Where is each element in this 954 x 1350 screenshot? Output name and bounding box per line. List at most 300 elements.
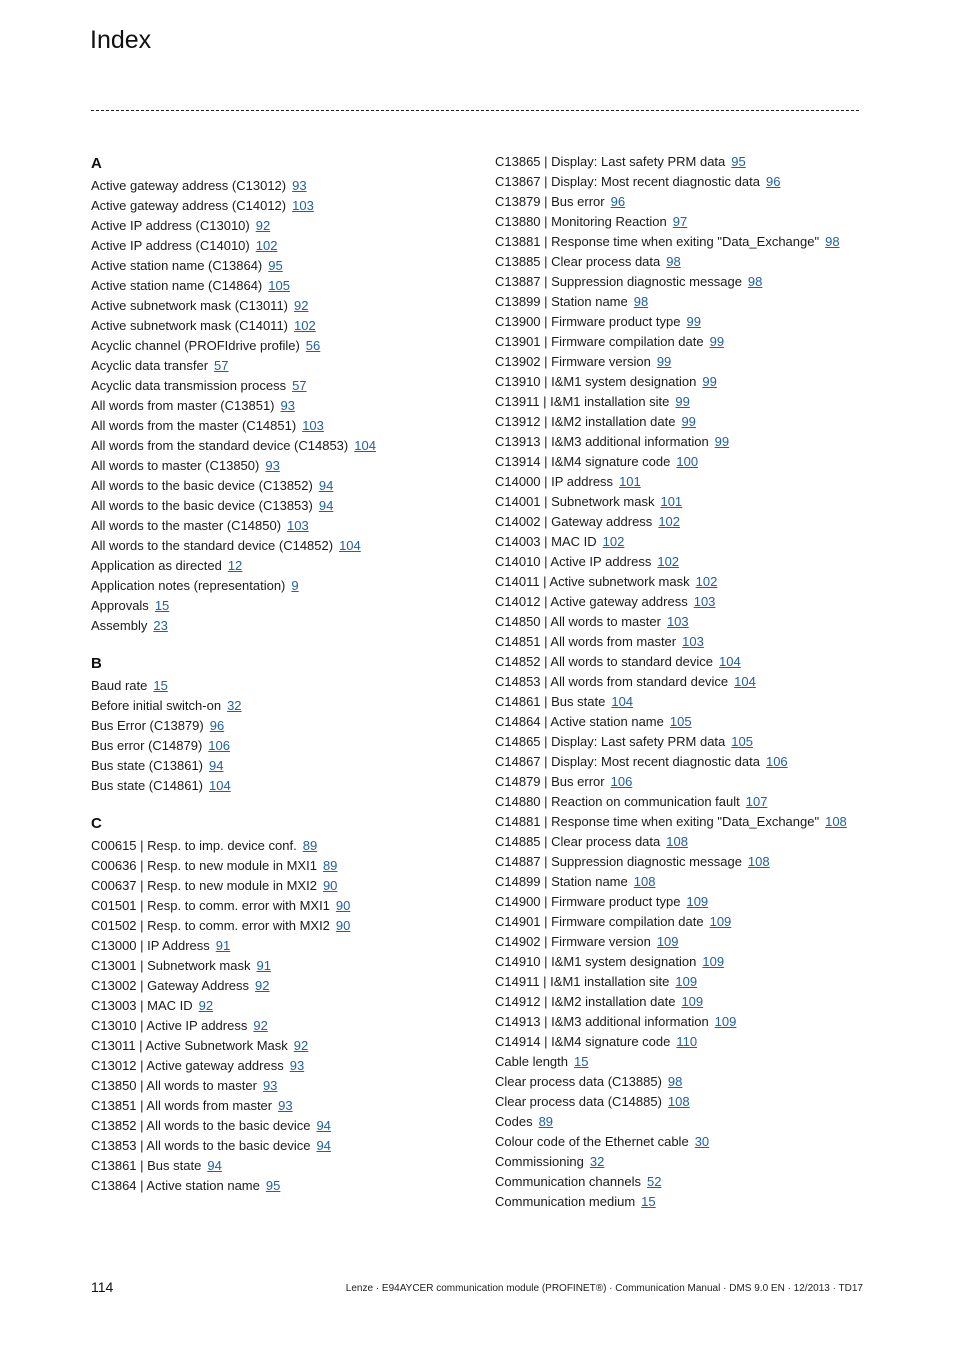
index-page-link[interactable]: 109 [686, 894, 709, 909]
index-entry-text: Active gateway address (C14012) [91, 198, 287, 213]
index-entry [495, 232, 875, 252]
index-page-link[interactable]: 99 [675, 394, 690, 409]
index-page-link[interactable]: 23 [153, 618, 168, 633]
index-entry [91, 536, 481, 556]
index-entry [91, 756, 481, 776]
index-entry-text: Active subnetwork mask (C13011) [91, 298, 289, 313]
index-entry-text: C00637 | Resp. to new module in MXI2 [91, 878, 317, 893]
index-entry [495, 812, 875, 832]
index-entry-text: C14885 | Clear process data [495, 834, 661, 849]
index-page-link[interactable]: 15 [574, 1054, 589, 1069]
index-page-link[interactable]: 89 [302, 838, 318, 853]
footer-text: Lenze · E94AYCER communication module (PROFINET®) · Communication Manual · DMS 9.0 EN · 12/2013 · TD17 [345, 1283, 863, 1294]
index-entry [495, 652, 875, 672]
index-entry [495, 732, 875, 752]
index-page-link[interactable]: 106 [208, 738, 230, 753]
index-letter-heading: B [91, 655, 102, 672]
index-entry-text: C14880 | Reaction on communication fault [495, 794, 740, 809]
index-entry [495, 852, 875, 872]
index-entry-text: C13000 | IP Address [91, 938, 210, 953]
index-entry [495, 712, 875, 732]
index-entry [495, 1152, 875, 1172]
index-entry [91, 196, 481, 216]
index-page-link[interactable]: 109 [714, 1014, 737, 1029]
index-entry-text: All words to the master (C14850) [91, 518, 282, 533]
index-page-link[interactable]: 102 [657, 554, 680, 569]
index-entry [91, 336, 481, 356]
index-entry-text: C14853 | All words from standard device [495, 674, 729, 689]
index-page-link[interactable]: 108 [667, 1094, 690, 1109]
index-entry-text: C13902 | Firmware version [495, 354, 651, 369]
index-page-link[interactable]: 109 [675, 974, 698, 989]
index-letter-heading: C [91, 815, 102, 832]
page-title: Index [90, 26, 152, 54]
index-entry-text: All words from the master (C14851) [91, 418, 297, 433]
index-entry-text: Bus state (C13861) [91, 758, 204, 773]
index-entry [91, 876, 481, 896]
index-entry-text: Clear process data (C13885) [495, 1074, 662, 1089]
index-page-link[interactable]: 94 [318, 478, 334, 493]
index-entry-text: C13012 | Active gateway address [91, 1058, 284, 1073]
index-entry-text: Bus state (C14861) [91, 778, 204, 793]
index-entry [91, 1156, 481, 1176]
index-entry-text: Application notes (representation) [91, 578, 286, 593]
index-page-link[interactable]: 92 [255, 218, 271, 233]
index-page-link[interactable]: 103 [693, 594, 716, 609]
index-page-link[interactable]: 99 [681, 414, 696, 429]
index-entry [495, 872, 875, 892]
index-page-link[interactable]: 93 [280, 398, 295, 413]
index-entry [91, 1076, 481, 1096]
index-page-link[interactable]: 104 [354, 438, 376, 453]
index-entry-text: C13850 | All words to master [91, 1078, 257, 1093]
index-entry-text: Active station name (C14864) [91, 278, 263, 293]
index-entry [91, 456, 481, 476]
index-entry-text: All words from master (C13851) [91, 398, 275, 413]
index-page-link[interactable]: 95 [731, 154, 746, 169]
index-page-link[interactable]: 91 [215, 938, 231, 953]
index-entry [495, 1092, 875, 1112]
index-entry-text: C13910 | I&M1 system designation [495, 374, 697, 389]
index-entry [91, 956, 481, 976]
index-page-link[interactable]: 91 [256, 958, 271, 973]
index-page-link[interactable]: 103 [682, 634, 704, 649]
index-entry-text: All words to the basic device (C13853) [91, 498, 313, 513]
index-page-link[interactable]: 106 [610, 774, 633, 789]
index-entry-text: C01501 | Resp. to comm. error with MXI1 [91, 898, 330, 913]
index-entry-text: C13865 | Display: Last safety PRM data [495, 154, 726, 169]
index-entry-text: C13011 | Active Subnetwork Mask [91, 1038, 288, 1053]
index-entry [91, 1136, 481, 1156]
index-entry-text: Active gateway address (C13012) [91, 178, 287, 193]
index-entry [495, 592, 875, 612]
index-entry-text: Active station name (C13864) [91, 258, 263, 273]
index-entry [91, 776, 481, 796]
index-entry [495, 472, 875, 492]
index-page-link[interactable]: 94 [207, 1158, 222, 1173]
index-page-link[interactable]: 92 [293, 1038, 309, 1053]
index-entry [91, 936, 481, 956]
index-page-link[interactable]: 98 [825, 234, 840, 249]
index-page-link[interactable]: 105 [669, 714, 692, 729]
index-entry [495, 352, 875, 372]
index-page-link[interactable]: 102 [695, 574, 718, 589]
index-entry [91, 1096, 481, 1116]
index-entry-text: C14850 | All words to master [495, 614, 661, 629]
index-entry-text: Communication channels [495, 1174, 641, 1189]
index-entry-text: C13853 | All words to the basic device [91, 1138, 311, 1153]
index-entry-text: Active IP address (C14010) [91, 238, 250, 253]
index-entry-text: C14001 | Subnetwork mask [495, 494, 655, 509]
index-entry-text: C00636 | Resp. to new module in MXI1 [91, 858, 317, 873]
index-entry [495, 772, 875, 792]
index-entry [495, 792, 875, 812]
index-entry [91, 596, 481, 616]
index-entry [495, 972, 875, 992]
index-page-link[interactable]: 90 [335, 918, 351, 933]
index-entry-text: C13879 | Bus error [495, 194, 605, 209]
index-page-link[interactable]: 96 [765, 174, 781, 189]
index-entry-text: C14912 | I&M2 installation date [495, 994, 676, 1009]
index-page-link[interactable]: 98 [666, 254, 681, 269]
index-entry [91, 1116, 481, 1136]
index-entry [495, 832, 875, 852]
index-entry-text: Acyclic data transfer [91, 358, 209, 373]
index-entry [495, 172, 875, 192]
index-entry [495, 1172, 875, 1192]
index-entry-text: C14899 | Station name [495, 874, 628, 889]
index-entry-text: C13914 | I&M4 signature code [495, 454, 671, 469]
index-entry-text: Communication medium [495, 1194, 636, 1209]
index-entry-text: C14010 | Active IP address [495, 554, 652, 569]
index-page-link[interactable]: 90 [335, 898, 351, 913]
index-page-link[interactable]: 104 [339, 538, 361, 553]
index-entry-text: C14910 | I&M1 system designation [495, 954, 697, 969]
index-entry [91, 676, 481, 696]
index-entry [495, 292, 875, 312]
index-page-link[interactable]: 103 [302, 418, 324, 433]
index-page-link[interactable]: 9 [291, 578, 299, 593]
index-page-link[interactable]: 101 [619, 474, 641, 489]
index-page-link[interactable]: 15 [641, 1194, 656, 1209]
index-entry [495, 1052, 875, 1072]
index-entry-text: C13880 | Monitoring Reaction [495, 214, 667, 229]
index-entry [91, 496, 481, 516]
index-page-link[interactable]: 90 [322, 878, 338, 893]
index-entry [495, 512, 875, 532]
index-page-link[interactable]: 108 [825, 814, 847, 829]
index-entry [91, 476, 481, 496]
index-entry [91, 416, 481, 436]
index-page-link[interactable]: 109 [709, 914, 732, 929]
index-entry [91, 856, 481, 876]
index-page-link[interactable]: 102 [294, 318, 316, 333]
index-page-link[interactable]: 102 [658, 514, 681, 529]
index-entry-text: C14900 | Firmware product type [495, 894, 681, 909]
index-entry [495, 752, 875, 772]
index-entry-text: Active IP address (C13010) [91, 218, 250, 233]
index-entry-text: Colour code of the Ethernet cable [495, 1134, 689, 1149]
index-entry [495, 452, 875, 472]
index-page-link[interactable]: 110 [676, 1034, 698, 1049]
index-column-right [495, 152, 875, 1212]
index-page-link[interactable]: 107 [745, 794, 768, 809]
index-entry-text: C13887 | Suppression diagnostic message [495, 274, 742, 289]
index-page-link[interactable]: 94 [209, 758, 224, 773]
index-entry-text: C13864 | Active station name [91, 1178, 260, 1193]
index-entry-text: C13911 | I&M1 installation site [495, 394, 670, 409]
index-entry [91, 316, 481, 336]
index-entry [495, 1132, 875, 1152]
index-page-link[interactable]: 52 [646, 1174, 662, 1189]
index-entry [495, 332, 875, 352]
index-page-link[interactable]: 108 [747, 854, 770, 869]
index-entry [91, 836, 481, 856]
index-page-link[interactable]: 92 [255, 978, 270, 993]
index-entry-text: C14861 | Bus state [495, 694, 606, 709]
index-entry-text: C14911 | I&M1 installation site [495, 974, 670, 989]
index-page-link[interactable]: 103 [287, 518, 309, 533]
index-page-link[interactable]: 93 [278, 1098, 293, 1113]
index-entry [91, 376, 481, 396]
index-entry [91, 1056, 481, 1076]
index-page-link[interactable]: 97 [672, 214, 688, 229]
index-entry [495, 612, 875, 632]
index-entry-text: C13861 | Bus state [91, 1158, 202, 1173]
index-page-link[interactable]: 96 [610, 194, 626, 209]
index-entry [495, 952, 875, 972]
index-entry [495, 912, 875, 932]
index-entry-text: C14887 | Suppression diagnostic message [495, 854, 742, 869]
index-page-link[interactable]: 95 [268, 258, 283, 273]
index-page-link[interactable]: 103 [666, 614, 689, 629]
index-entry-text: C14901 | Firmware compilation date [495, 914, 704, 929]
index-entry [495, 1112, 875, 1132]
index-page-link[interactable]: 102 [602, 534, 625, 549]
index-page-link[interactable]: 92 [253, 1018, 268, 1033]
index-page-link[interactable]: 105 [731, 734, 753, 749]
index-entry-text: All words to the standard device (C14852) [91, 538, 334, 553]
index-entry-text: Before initial switch-on [91, 698, 222, 713]
index-page-link[interactable]: 104 [611, 694, 634, 709]
index-entry-text: C14902 | Firmware version [495, 934, 651, 949]
index-entry-text: C14000 | IP address [495, 474, 614, 489]
index-page-link[interactable]: 108 [666, 834, 688, 849]
index-entry [91, 696, 481, 716]
index-entry-text: C13852 | All words to the basic device [91, 1118, 311, 1133]
index-entry [91, 736, 481, 756]
index-entry [495, 932, 875, 952]
index-entry-text: Acyclic data transmission process [91, 378, 287, 393]
index-entry [495, 272, 875, 292]
index-page-link[interactable]: 93 [262, 1078, 278, 1093]
index-entry [495, 692, 875, 712]
index-page-link[interactable]: 104 [719, 654, 741, 669]
index-entry-text: C13885 | Clear process data [495, 254, 661, 269]
index-entry-text: C13881 | Response time when exiting "Data_Exchange" [495, 234, 820, 249]
index-entry [495, 572, 875, 592]
index-entry-text: Application as directed [91, 558, 222, 573]
index-entry [91, 436, 481, 456]
index-entry-text: Approvals [91, 598, 149, 613]
index-page-link[interactable]: 93 [292, 178, 307, 193]
index-page-link[interactable]: 92 [294, 298, 309, 313]
index-entry [91, 616, 481, 636]
index-entry-text: C14012 | Active gateway address [495, 594, 688, 609]
index-entry [495, 1192, 875, 1212]
index-page-link[interactable]: 89 [538, 1114, 554, 1129]
index-page-link[interactable]: 102 [255, 238, 278, 253]
index-entry-text: Codes [495, 1114, 533, 1129]
index-entry [495, 1032, 875, 1052]
index-entry [495, 252, 875, 272]
index-entry-text: C13002 | Gateway Address [91, 978, 250, 993]
index-page-link[interactable]: 105 [268, 278, 290, 293]
index-entry [91, 236, 481, 256]
index-page-link[interactable]: 99 [702, 374, 717, 389]
index-page-link[interactable]: 98 [667, 1074, 683, 1089]
index-page-link[interactable]: 109 [656, 934, 679, 949]
index-page-link[interactable]: 92 [198, 998, 214, 1013]
index-entry [91, 1016, 481, 1036]
index-entry [91, 356, 481, 376]
index-page-link[interactable]: 99 [714, 434, 730, 449]
index-entry-text: C13901 | Firmware compilation date [495, 334, 704, 349]
index-entry-text: C13851 | All words from master [91, 1098, 273, 1113]
index-entry [495, 892, 875, 912]
index-entry [495, 152, 875, 172]
index-page-link[interactable]: 30 [694, 1134, 710, 1149]
index-entry [495, 492, 875, 512]
index-entry-text: Acyclic channel (PROFIdrive profile) [91, 338, 300, 353]
index-page-link[interactable]: 103 [292, 198, 314, 213]
index-page-link[interactable]: 94 [316, 1118, 331, 1133]
index-entry [91, 556, 481, 576]
index-entry-text: C00615 | Resp. to imp. device conf. [91, 838, 297, 853]
index-entry-text: C14852 | All words to standard device [495, 654, 714, 669]
index-entry-text: Baud rate [91, 678, 148, 693]
index-entry-text: All words to the basic device (C13852) [91, 478, 313, 493]
index-entry-text: C14879 | Bus error [495, 774, 605, 789]
index-entry-text: C13912 | I&M2 installation date [495, 414, 676, 429]
index-entry-text: C14913 | I&M3 additional information [495, 1014, 709, 1029]
index-page-link[interactable]: 98 [747, 274, 763, 289]
index-entry-text: C14851 | All words from master [495, 634, 677, 649]
index-entry [91, 1176, 481, 1196]
index-entry [495, 632, 875, 652]
index-entry [91, 996, 481, 1016]
index-entry [91, 176, 481, 196]
index-entry [495, 392, 875, 412]
index-entry-text: C13900 | Firmware product type [495, 314, 681, 329]
index-entry-text: C13867 | Display: Most recent diagnostic data [495, 174, 760, 189]
index-entry [495, 412, 875, 432]
index-entry-text: Bus error (C14879) [91, 738, 203, 753]
index-entry [91, 396, 481, 416]
index-page-link[interactable]: 109 [702, 954, 725, 969]
index-entry-text: C14003 | MAC ID [495, 534, 597, 549]
index-page-link[interactable]: 99 [686, 314, 701, 329]
index-entry-text: Assembly [91, 618, 148, 633]
index-entry [495, 312, 875, 332]
index-page-link[interactable]: 93 [289, 1058, 305, 1073]
index-page-link[interactable]: 93 [265, 458, 280, 473]
index-page-link[interactable]: 57 [292, 378, 307, 393]
index-page-link[interactable]: 15 [153, 678, 168, 693]
index-entry [495, 992, 875, 1012]
index-page-link[interactable]: 94 [316, 1138, 331, 1153]
index-entry [495, 552, 875, 572]
index-entry [91, 216, 481, 236]
index-page-link[interactable]: 104 [209, 778, 231, 793]
index-entry-text: C13003 | MAC ID [91, 998, 193, 1013]
index-entry-text: Clear process data (C14885) [495, 1094, 662, 1109]
index-entry [495, 672, 875, 692]
index-page-link[interactable]: 12 [227, 558, 243, 573]
index-entry [91, 716, 481, 736]
index-entry-text: C13010 | Active IP address [91, 1018, 248, 1033]
index-entry [91, 276, 481, 296]
group-spacer [91, 636, 481, 652]
page-number: 114 [91, 1279, 114, 1295]
index-entry [495, 372, 875, 392]
index-page-link[interactable]: 57 [214, 358, 229, 373]
index-entry [91, 896, 481, 916]
index-page-link[interactable]: 108 [633, 874, 656, 889]
index-page-link[interactable]: 106 [765, 754, 788, 769]
index-page-link[interactable]: 100 [676, 454, 699, 469]
index-entry-text: C14865 | Display: Last safety PRM data [495, 734, 726, 749]
title-divider [91, 110, 859, 111]
index-entry-text: C01502 | Resp. to comm. error with MXI2 [91, 918, 330, 933]
index-entry-text: C14881 | Response time when exiting "Data_Exchange" [495, 814, 820, 829]
index-entry [495, 432, 875, 452]
index-entry-text: C14864 | Active station name [495, 714, 664, 729]
index-entry-text: C14914 | I&M4 signature code [495, 1034, 671, 1049]
index-entry [495, 212, 875, 232]
index-entry-text: Commissioning [495, 1154, 584, 1169]
index-page-link[interactable]: 98 [633, 294, 649, 309]
index-column-left [91, 152, 481, 1196]
index-page-link[interactable]: 101 [660, 494, 683, 509]
index-entry-text: Active subnetwork mask (C14011) [91, 318, 289, 333]
index-page-link[interactable]: 32 [227, 698, 242, 713]
index-page-link[interactable]: 56 [305, 338, 321, 353]
index-page-link[interactable]: 96 [209, 718, 225, 733]
index-page-link[interactable]: 104 [734, 674, 756, 689]
index-page-link[interactable]: 94 [318, 498, 334, 513]
index-entry-text: All words from the standard device (C14853) [91, 438, 349, 453]
index-entry [91, 256, 481, 276]
index-entry [91, 296, 481, 316]
index-page-link[interactable]: 95 [265, 1178, 281, 1193]
index-entry [495, 532, 875, 552]
index-entry [91, 516, 481, 536]
index-entry-text: All words to master (C13850) [91, 458, 260, 473]
index-page-link[interactable]: 32 [589, 1154, 605, 1169]
index-entry [91, 916, 481, 936]
index-page-link[interactable]: 99 [709, 334, 725, 349]
index-entry-text: Cable length [495, 1054, 568, 1069]
index-letter-heading: A [91, 155, 102, 172]
index-entry-text: C14867 | Display: Most recent diagnostic data [495, 754, 760, 769]
index-page-link[interactable]: 89 [322, 858, 338, 873]
index-page-link[interactable]: 109 [681, 994, 704, 1009]
index-entry-text: C13913 | I&M3 additional information [495, 434, 709, 449]
index-page-link[interactable]: 99 [656, 354, 672, 369]
index-page-link[interactable]: 15 [154, 598, 170, 613]
index-entry [91, 1036, 481, 1056]
